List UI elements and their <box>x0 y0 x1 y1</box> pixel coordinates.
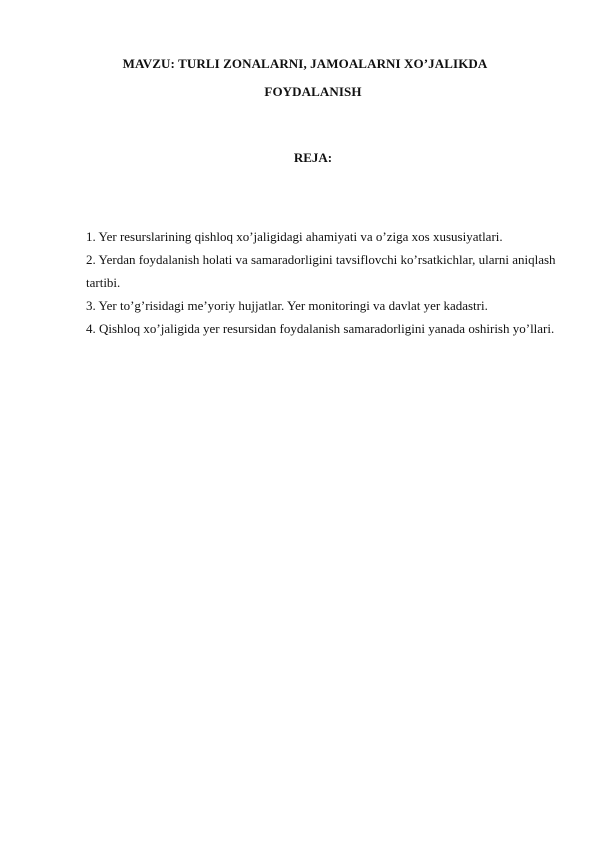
plan-heading <box>60 148 550 168</box>
title-line-2: FOYDALANISH <box>264 84 362 99</box>
plan-heading-text: REJA: <box>293 150 333 165</box>
title-line-1: MAVZU: TURLI ZONALARNI, JAMOALARNI XO’JALIKDA <box>122 56 488 71</box>
plan-list <box>86 225 556 340</box>
plan-item-2: 2. Yerdan foydalanish holati va samaradorligini tavsiflovchi ko’rsatkichlar, ularni aniqlash tartibi. <box>86 252 556 290</box>
plan-item-4: 4. Qishloq xo’jaligida yer resursidan foydalanish samaradorligini yanada oshirish yo’llari. <box>86 321 555 336</box>
document-title <box>60 50 550 106</box>
plan-item-1: 1. Yer resurslarining qishloq xo’jaligidagi ahamiyati va o’ziga xos xususiyatlari. <box>86 229 503 244</box>
plan-item-3: 3. Yer to’g’risidagi me’yoriy hujjatlar. Yer monitoringi va davlat yer kadastri. <box>86 298 488 313</box>
